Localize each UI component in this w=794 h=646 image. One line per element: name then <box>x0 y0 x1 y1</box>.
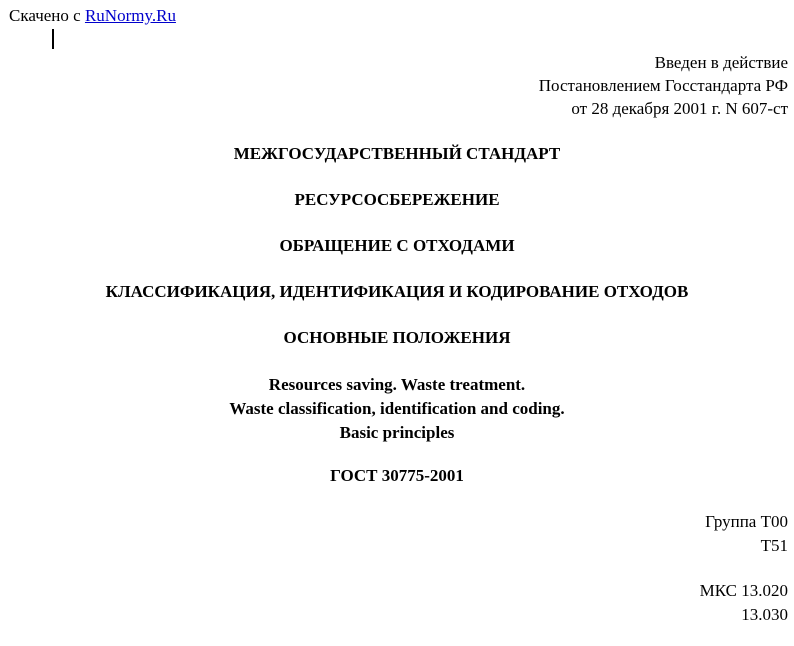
english-title-line-1: Resources saving. Waste treatment. <box>268 375 526 394</box>
enactment-line-3: от 28 декабря 2001 г. N 607-ст <box>571 99 788 118</box>
group-block <box>705 510 788 558</box>
text-cursor <box>52 29 54 49</box>
download-source <box>9 6 176 26</box>
download-prefix: Скачено с <box>9 6 81 25</box>
mks-line-2: 13.030 <box>741 605 788 624</box>
heading-waste-treatment: ОБРАЩЕНИЕ С ОТХОДАМИ <box>279 236 515 255</box>
heading-interstate-standard: МЕЖГОСУДАРСТВЕННЫЙ СТАНДАРТ <box>233 144 561 163</box>
runormy-link[interactable]: RuNormy.Ru <box>84 6 176 25</box>
heading-classification: КЛАССИФИКАЦИЯ, ИДЕНТИФИКАЦИЯ И КОДИРОВАНИЕ ОТХОДОВ <box>105 282 689 301</box>
mks-block <box>700 579 788 627</box>
enactment-line-2: Постановлением Госстандарта РФ <box>538 76 788 95</box>
group-line-2: Т51 <box>760 536 788 555</box>
enactment-line-1: Введен в действие <box>654 53 788 72</box>
heading-resource-saving: РЕСУРСОСБЕРЕЖЕНИЕ <box>294 190 500 209</box>
english-title-line-2: Waste classification, identification and coding. <box>229 399 565 418</box>
enactment-block <box>539 51 788 120</box>
mks-line-1: МКС 13.020 <box>699 581 788 600</box>
english-title-line-3: Basic principles <box>339 423 455 442</box>
group-line-1: Группа Т00 <box>705 512 788 531</box>
english-title <box>0 373 794 445</box>
heading-basic-principles: ОСНОВНЫЕ ПОЛОЖЕНИЯ <box>283 328 511 347</box>
standard-number: ГОСТ 30775-2001 <box>330 466 464 485</box>
